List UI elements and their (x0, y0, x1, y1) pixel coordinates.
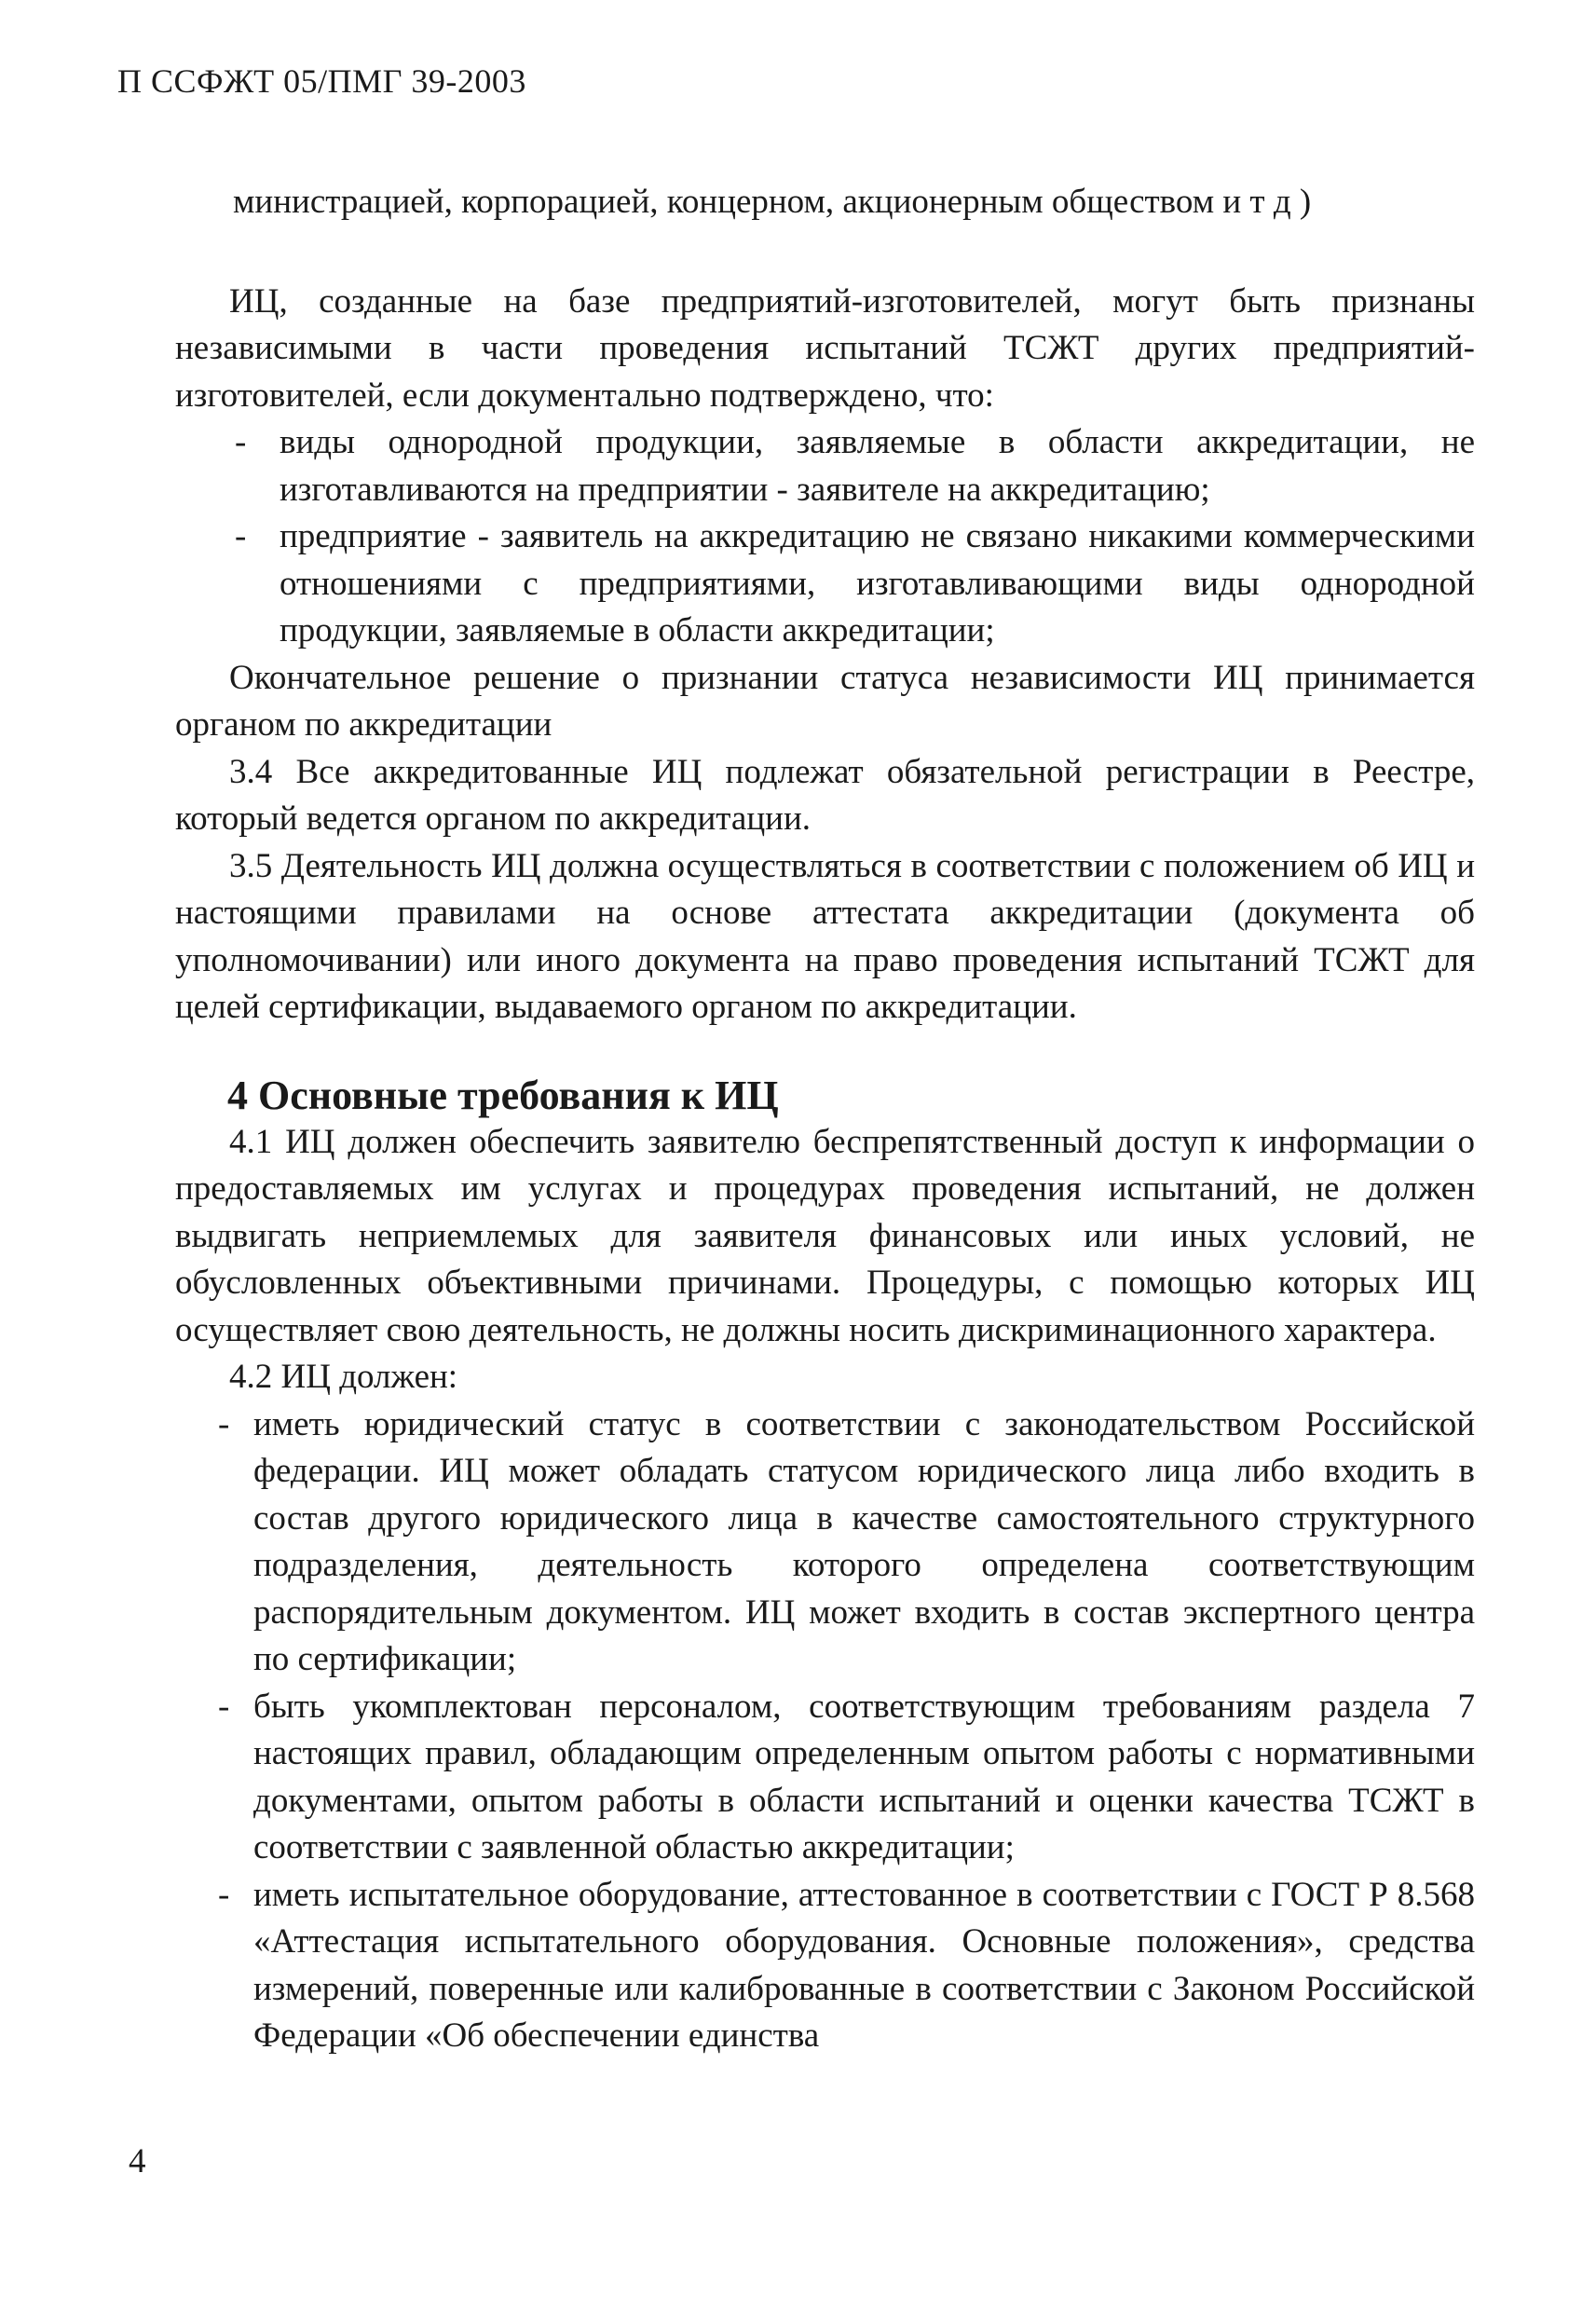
document-code-header: П ССФЖТ 05/ПМГ 39-2003 (117, 62, 526, 100)
list-item (175, 419, 1475, 513)
list-dash: - (235, 517, 247, 555)
requirements-list (175, 1401, 1475, 2060)
paragraph-independence: ИЦ, созданные на базе предприятий-изготовителей, могут быть признаны независимыми в части проведения испытаний ТСЖТ других предприятий-изготовителей, если документально подтверждено, что: (175, 281, 1475, 415)
list-item-text: виды однородной продукции, заявляемые в области аккредитации, не изготавливаются на предприятии - заявителе на аккредитацию; (280, 423, 1475, 509)
list-item (175, 1872, 1475, 2060)
list-item-text: предприятие - заявитель на аккредитацию не связано никакими коммерческими отношениями с предприятиями, изготавливающими виды однородной продукции, заявляемые в области аккредитации; (280, 517, 1475, 649)
paragraph-4-2-label: 4.2 ИЦ должен: (229, 1358, 458, 1396)
paragraph-3-4: 3.4 Все аккредитованные ИЦ подлежат обязательной регистрации в Реестре, который ведется органом по аккредитации. (175, 752, 1475, 838)
list-item-text: иметь испытательное оборудование, аттестованное в соответствии с ГОСТ Р 8.568 «Аттестация испытательного оборудования. Основные положения», средства измерений, поверенные или калиброванные в соответствии с Законом Российской Федерации «Об обеспечении единства (253, 1875, 1475, 2055)
list-item-text: быть укомплектован персоналом, соответствующим требованиям раздела 7 настоящих правил, обладающим определенным опытом работы с нормативными документами, опытом работы в области испытаний и оценки качества ТСЖТ в соответствии с заявленной областью аккредитации; (253, 1687, 1475, 1866)
list-item (175, 513, 1475, 655)
independence-conditions-list (175, 419, 1475, 655)
paragraph-final-decision: Окончательное решение о признании статуса независимости ИЦ принимается органом по аккредитации (175, 658, 1475, 744)
document-body (175, 179, 1475, 2060)
paragraph-continuation: министрацией, корпорацией, концерном, акционерным обществом и т д ) (233, 183, 1312, 221)
page-number: 4 (129, 2142, 146, 2180)
list-dash: - (235, 423, 247, 461)
list-dash: - (218, 1875, 230, 1914)
list-item (175, 1401, 1475, 1684)
paragraph-3-5: 3.5 Деятельность ИЦ должна осуществляться в соответствии с положением об ИЦ и настоящими правилами на основе аттестата аккредитации (документа об уполномочивании) или иного документа на право проведения испытаний ТСЖТ для целей сертификации, выдаваемого органом по аккредитации. (175, 846, 1475, 1026)
list-item (175, 1684, 1475, 1872)
paragraph-4-1: 4.1 ИЦ должен обеспечить заявителю беспрепятственный доступ к информации о предоставляемых им услугах и процедурах проведения испытаний, не должен выдвигать неприемлемых для заявителя финансовых или иных условий, не обусловленных объективными причинами. Процедуры, с помощью которых ИЦ осуществляет свою деятельность, не должны носить дискриминационного характера. (175, 1122, 1475, 1349)
list-dash: - (218, 1687, 230, 1726)
list-item-text: иметь юридический статус в соответствии с законодательством Российской федерации. ИЦ может обладать статусом юридического лица либо входить в состав другого юридического лица в качестве самостоятельного структурного подразделения, деятельность которого определена соответствующим распорядительным документом. ИЦ может входить в состав экспертного центра по сертификации; (253, 1404, 1475, 1678)
section-heading: 4 Основные требования к ИЦ (227, 1072, 779, 1118)
list-dash: - (218, 1404, 230, 1443)
